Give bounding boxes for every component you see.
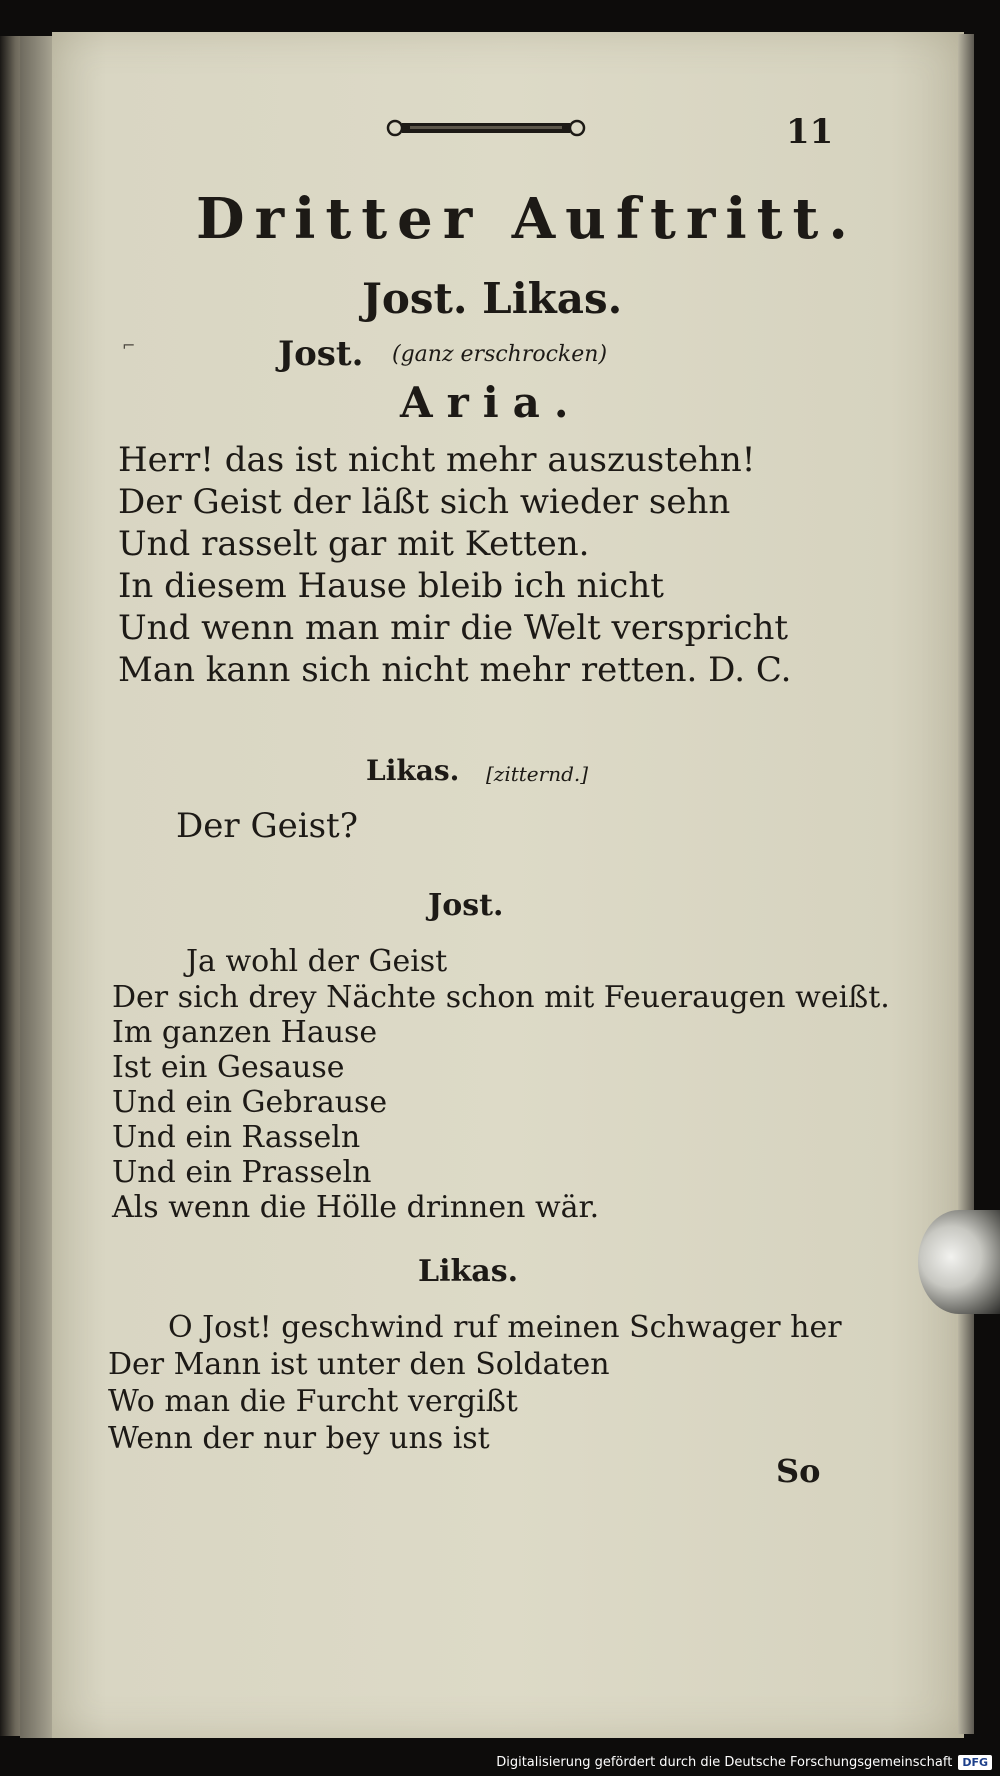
stage-direction-1: (ganz erschrocken)	[392, 342, 608, 367]
jost-line-3: Im ganzen Hause	[112, 1015, 378, 1050]
likas-line-2: O Jost! geschwind ruf meinen Schwager her	[168, 1310, 842, 1345]
likas-line-3: Der Mann ist unter den Soldaten	[108, 1347, 610, 1382]
speaker-jost-2: Jost.	[428, 888, 504, 923]
aria-heading: Aria.	[400, 378, 583, 427]
jost-line-7: Und ein Prasseln	[112, 1155, 372, 1190]
likas-line-5: Wenn der nur bey uns ist	[108, 1421, 490, 1456]
header-ornament-rule	[386, 118, 586, 138]
page-edge	[958, 34, 974, 1734]
catchword: So	[776, 1452, 821, 1490]
jost-line-1: Ja wohl der Geist	[186, 944, 448, 979]
speaker-likas-1: Likas.	[366, 754, 460, 787]
jost-line-4: Ist ein Gesause	[112, 1050, 345, 1085]
speaker-jost-1: Jost.	[278, 334, 364, 374]
page-number: 11	[786, 112, 834, 152]
stage-direction-2: [zitternd.]	[486, 762, 589, 786]
dfg-logo: DFG	[958, 1755, 992, 1770]
page-clip	[918, 1210, 1000, 1314]
margin-mark: ⌐	[122, 336, 136, 355]
footer-text: Digitalisierung gefördert durch die Deutsche Forschungsgemeinschaft	[496, 1754, 953, 1770]
aria-line-1: Herr! das ist nicht mehr auszustehn!	[118, 440, 756, 480]
likas-line-4: Wo man die Furcht vergißt	[108, 1384, 518, 1419]
aria-line-6: Man kann sich nicht mehr retten. D. C.	[118, 650, 792, 690]
speaker-likas-2: Likas.	[418, 1254, 519, 1289]
jost-line-5: Und ein Gebrause	[112, 1085, 388, 1120]
scene-title: Dritter Auftritt.	[196, 186, 858, 252]
aria-line-4: In diesem Hause bleib ich nicht	[118, 566, 664, 606]
jost-line-8: Als wenn die Hölle drinnen wär.	[112, 1190, 600, 1225]
aria-line-3: Und rasselt gar mit Ketten.	[118, 524, 590, 564]
likas-line-1: Der Geist?	[176, 806, 358, 846]
aria-line-2: Der Geist der läßt sich wieder sehn	[118, 482, 731, 522]
jost-line-2: Der sich drey Nächte schon mit Feueraugen weißt.	[112, 980, 890, 1015]
digitization-footer	[496, 1752, 992, 1772]
dramatis-personae: Jost. Likas.	[362, 274, 623, 323]
aria-line-5: Und wenn man mir die Welt verspricht	[118, 608, 789, 648]
jost-line-6: Und ein Rasseln	[112, 1120, 361, 1155]
